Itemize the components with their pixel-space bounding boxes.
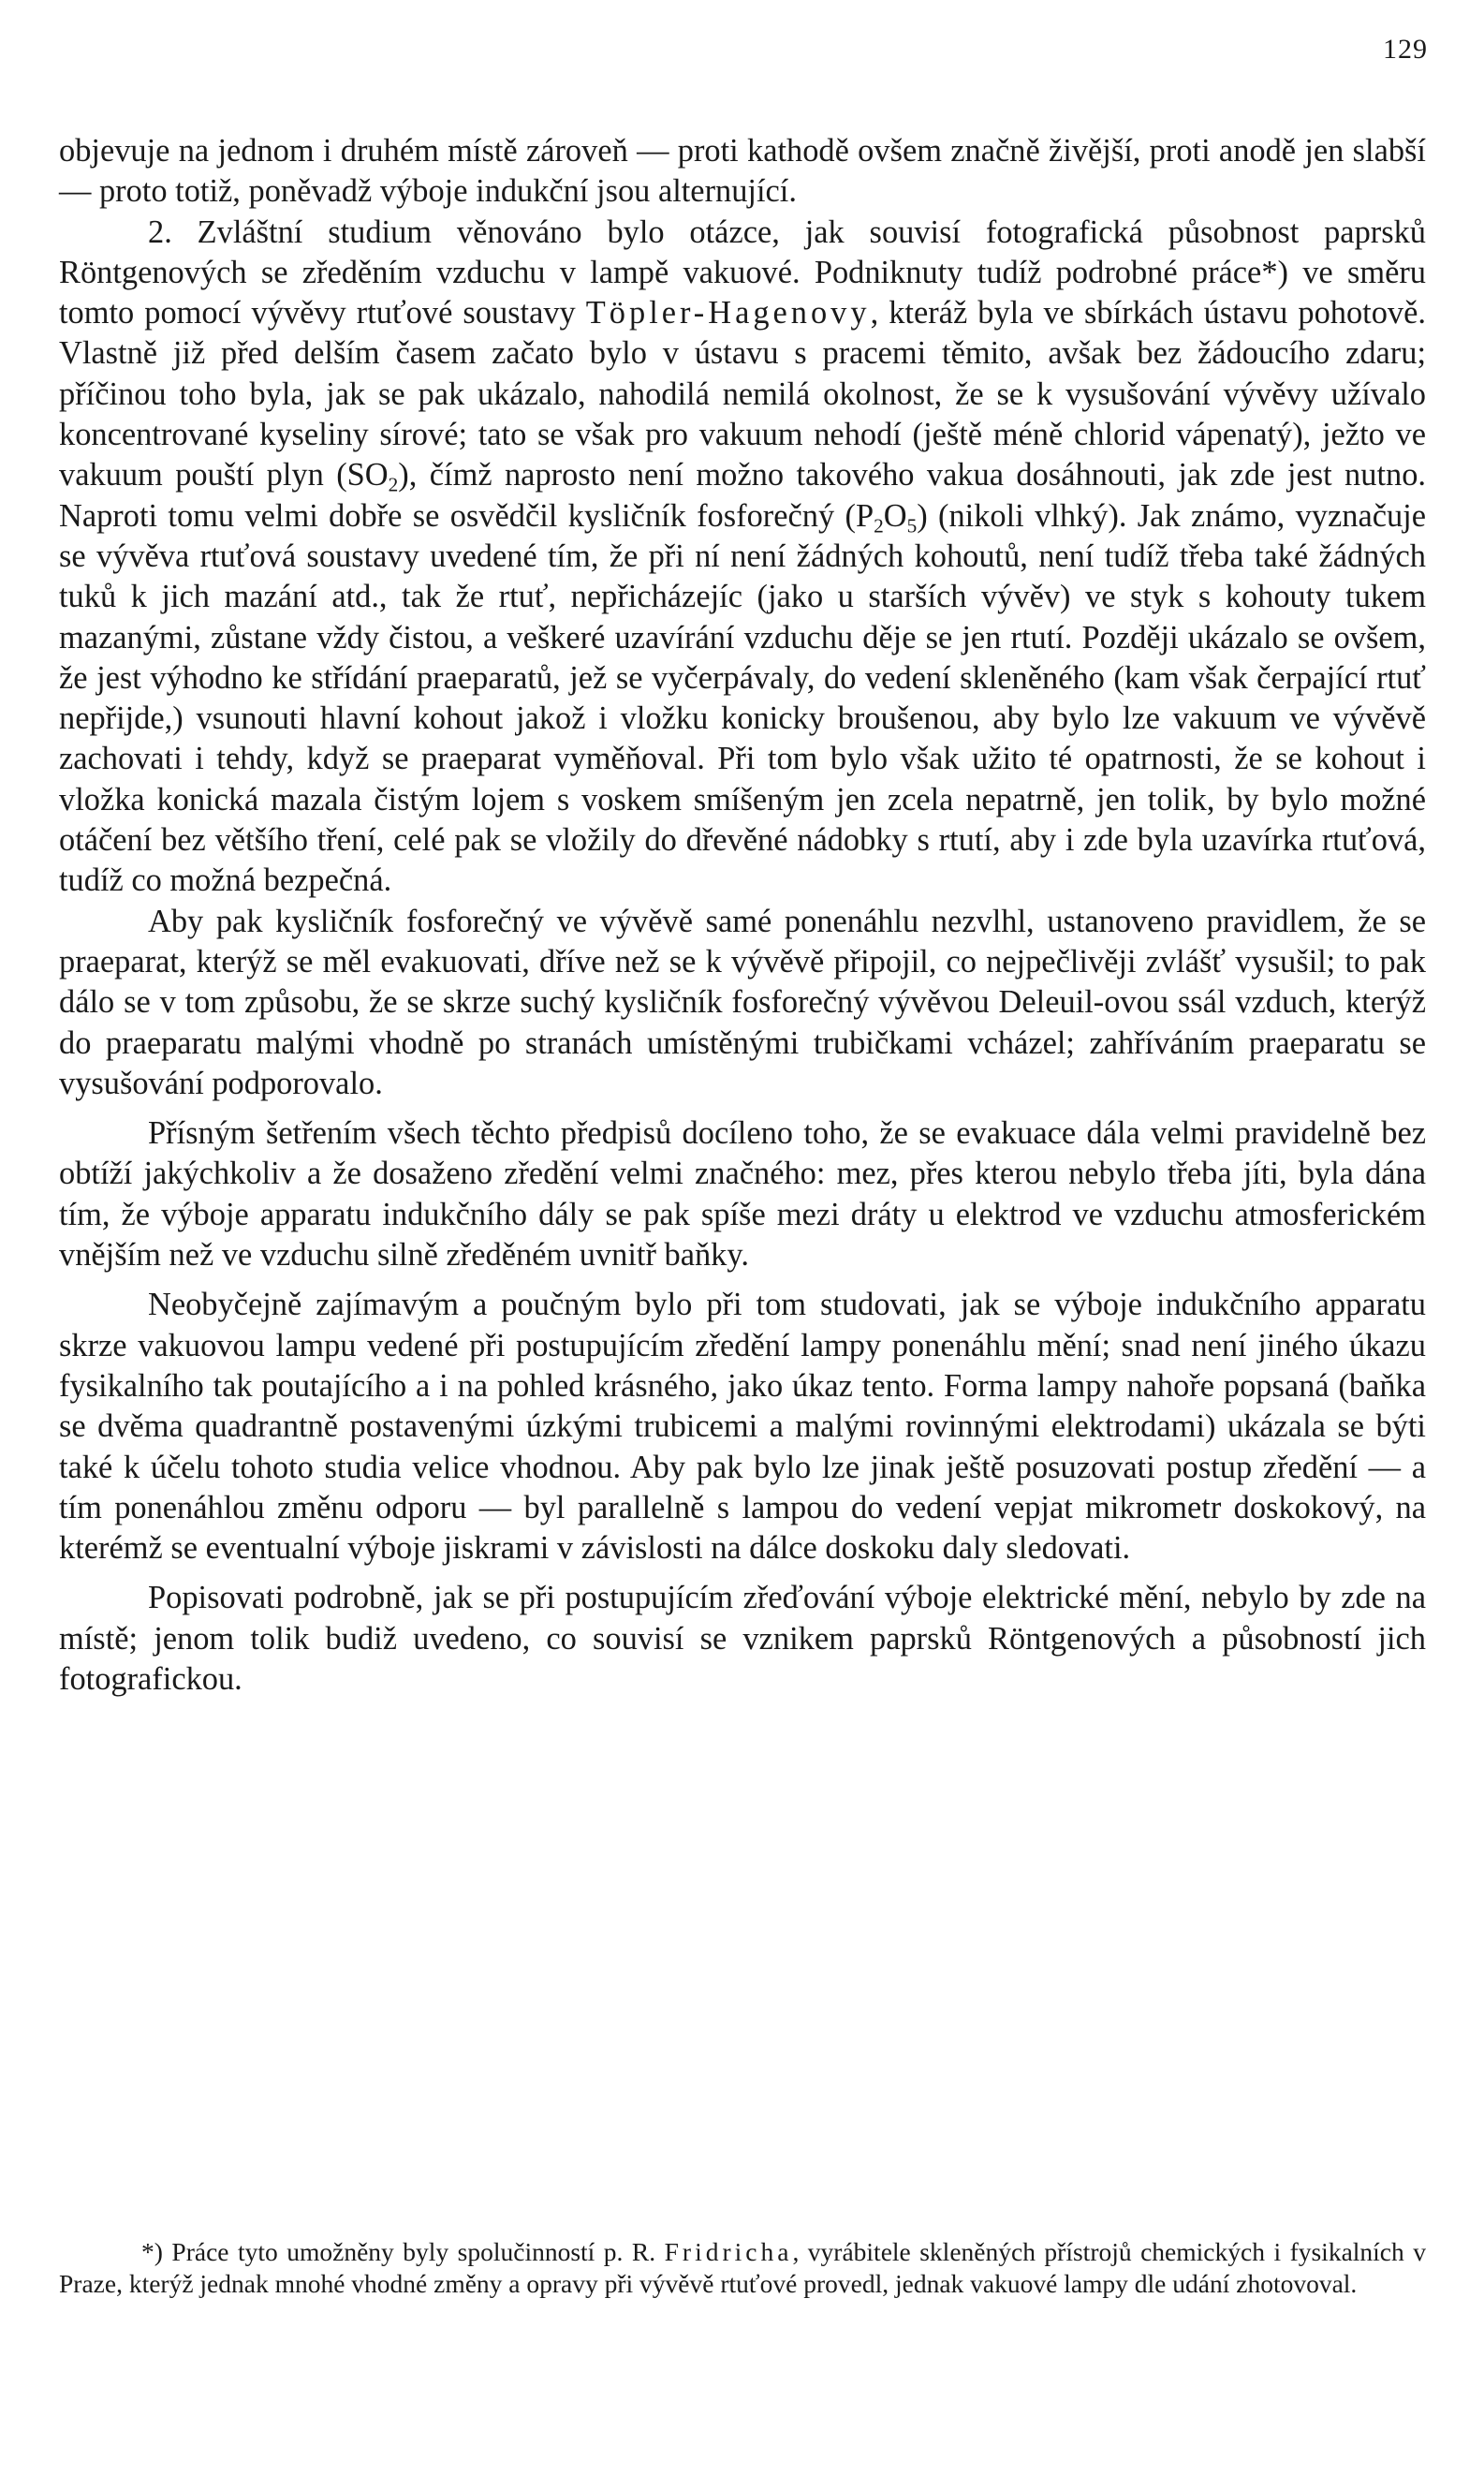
footnote-text-b: , vyrábitele skleněných přístrojů chemických i fysikalních v Praze, kterýž jednak mnohé vhodné změny a opravy při vývěvě rtuťové provedl, jednak vakuové lampy dle udání zhotovoval. bbox=[59, 2237, 1426, 2298]
page-number: 129 bbox=[1383, 34, 1428, 65]
paragraph-2-text-b: , kteráž byla ve sbírkách ústavu pohotově. Vlastně již před delším časem začato bylo v ústavu s pracemi těmito, avšak bez žádoucího zdaru; příčinou toho byla, jak se pak ukázalo, nahodilá nemilá okolnost, že se k vysušování vývěvy užívalo koncentrované kyseliny sírové; tato se však pro vakuum nehodí (ještě méně chlorid vápenatý), ježto ve vakuum pouští plyn (SO bbox=[59, 295, 1426, 494]
paragraph-2 bbox=[59, 213, 1426, 902]
paragraph-2-text-d: ) (nikoli vlhký). Jak známo, vyznačuje se vývěva rtuťová soustavy uvedené tím, že při ní není žádných kohoutů, není tudíž třeba také žádných tuků k jich mazání atd., tak že rtuť, nepřicházejíc (jako u starších vývěv) ve styk s kohouty tukem mazanými, zůstane vždy čistou, a veškeré uzavírání vzduchu děje se jen rtutí. Později ukázalo se ovšem, že jest výhodno ke střídání praeparatů, jež se vyčerpávaly, do vedení skleněného (kam však čerpající rtuť nepřijde,) vsunouti hlavní kohout jakož i vložku konicky broušenou, aby bylo lze vakuum ve vývěvě zachovati i tehdy, když se praeparat vyměňoval. Při tom bylo však užito té opatrnosti, že se kohout i vložka konická mazala čistým lojem s voskem smíšeným jen zcela nepatrně, jen tolik, by bylo možné otáčení bez většího tření, celé pak se vložily do dřevěné nádobky s rtutí, aby i zde byla uzavírka rtuťová, tudíž co možná bezpečná. bbox=[59, 497, 1426, 899]
paragraph-4: Přísným šetřením všech těchto předpisů docíleno toho, že se evakuace dála velmi pravidelně bez obtíží jakýchkoliv a že dosaženo zředění velmi značného: mez, přes kterou nebylo třeba jíti, byla dána tím, že výboje apparatu indukčního dály se pak spíše mezi dráty u elektrod ve vzduchu atmosferickém vnějším než ve vzduchu silně zředěném uvnitř baňky. bbox=[59, 1115, 1426, 1274]
paragraph-2-text-c: ), čímž naprosto není možno takového vakua dosáhnouti, jak zde jest nutno. Naproti tomu velmi dobře se osvědčil kysličník fosforečný (P bbox=[59, 457, 1426, 534]
paragraph-6: Popisovati podrobně, jak se při postupujícím zřeďování výboje elektrické mění, nebylo by zde na místě; jenom tolik budiž uvedeno, co souvisí se vznikem paprsků Röntgenových a působností jich fotografickou. bbox=[59, 1580, 1426, 1697]
footnote bbox=[59, 2236, 1426, 2300]
paragraph-2-text-a: 2. Zvláštní studium věnováno bylo otázce, jak souvisí fotografická působnost paprsků Röntgenových se zředěním vzduchu v lampě vakuové. Podniknuty tudíž podrobné práce*) ve směru tomto pomocí vývěvy rtuťové soustavy bbox=[59, 214, 1426, 331]
paragraph-1: objevuje na jednom i druhém místě zároveň — proti kathodě ovšem značně živější, proti anodě jen slabší — proto totiž, poněvadž výboje indukční jsou alternující. bbox=[59, 133, 1426, 210]
p2o5-oxygen: O bbox=[883, 497, 907, 534]
footnote-marker: *) bbox=[141, 2237, 163, 2266]
main-text bbox=[59, 131, 1426, 1700]
footnote-name: Fridricha bbox=[664, 2237, 793, 2266]
paragraph-2-pump-name: Töpler-Hagenovy bbox=[585, 295, 871, 331]
footnote-text-a: Práce tyto umožněny byly spolučinností p. R. bbox=[162, 2237, 665, 2266]
p2-subscript: 2 bbox=[874, 514, 884, 538]
so2-subscript: 2 bbox=[388, 473, 399, 496]
paragraph-5: Neobyčejně zajímavým a poučným bylo při tom studovati, jak se výboje indukčního apparatu skrze vakuovou lampu vedené při postupujícím zředění lampy ponenáhlu mění; snad není jiného úkazu fysikalního tak poutajícího a i na pohled krásného, jako úkaz tento. Forma lampy nahoře popsaná (baňka se dvěma quadrantně postavenými úzkými trubicemi a malými rovinnými elektrodami) ukázala se býti také k účelu tohoto studia velice vhodnou. Aby pak bylo lze jinak ještě posuzovati postup zředění — a tím ponenáhlou změnu odporu — byl parallelně s lampou do vedení vepjat mikrometr doskokový, na kterémž se eventualní výboje jiskrami v závislosti na dálce doskoku daly sledovati. bbox=[59, 1287, 1426, 1567]
paragraph-3: Aby pak kysličník fosforečný ve vývěvě samé ponenáhlu nezvlhl, ustanoveno pravidlem, že se praeparat, kterýž se měl evakuovati, dříve než se k vývěvě připojil, co nejpečlivěji zvlášť vysušil; to pak dálo se v tom způsobu, že se skrze suchý kysličník fosforečný vývěvou Deleuil-ovou ssál vzduch, kterýž do praeparatu malými vhodně po stranách umístěnými trubičkami vcházel; zahříváním praeparatu se vysušování podporovalo. bbox=[59, 903, 1426, 1101]
o5-subscript: 5 bbox=[906, 514, 918, 538]
footnote-1 bbox=[59, 2236, 1426, 2300]
